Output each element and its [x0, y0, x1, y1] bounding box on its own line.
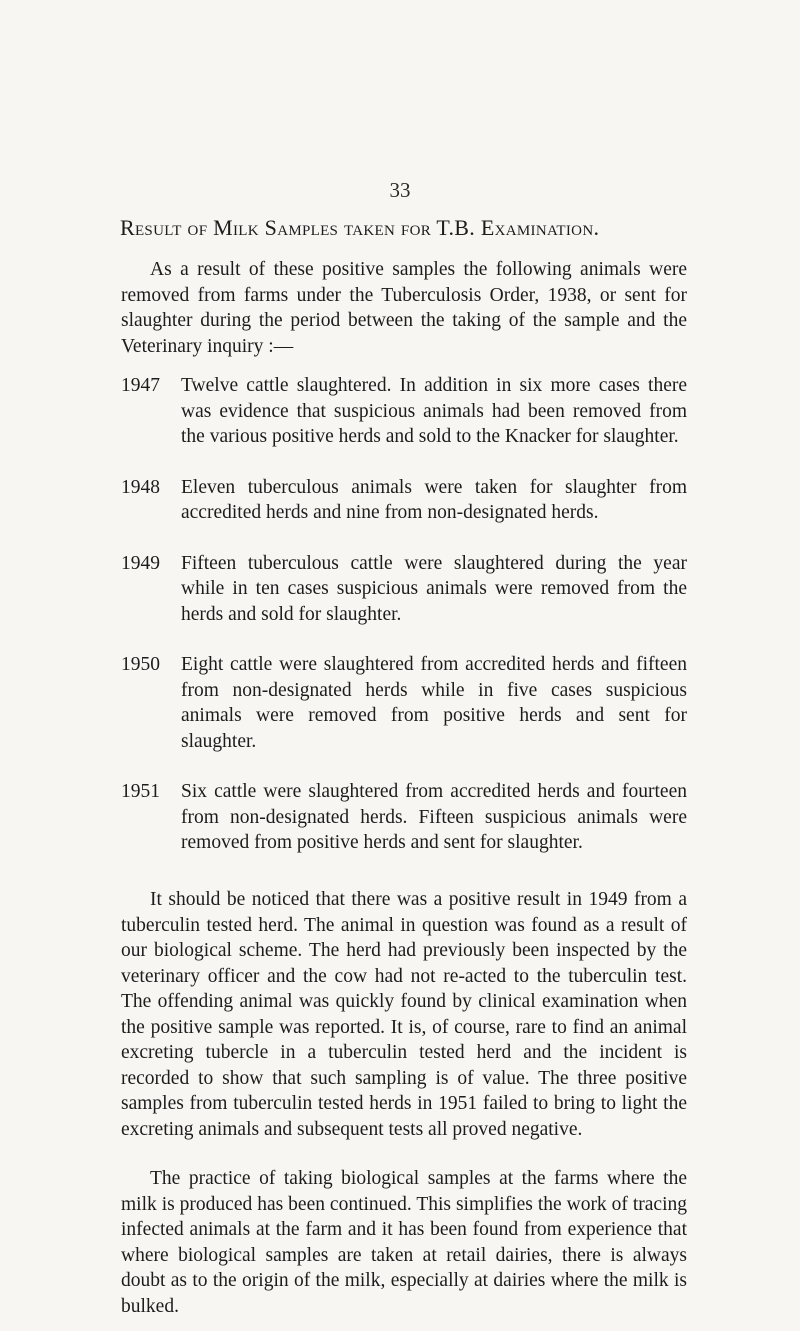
- year-entry: [121, 475, 687, 526]
- page-number: 33: [389, 178, 411, 202]
- year-text: Six cattle were slaughtered from accredited herds and fourteen from non-designated herds. Fifteen suspicious animals were removed from positive herds and sent for slaughter.: [181, 781, 687, 853]
- year-entry: [121, 652, 687, 754]
- tuberculin-paragraph: It should be noticed that there was a positive result in 1949 from a tuberculin tested herd. The animal in question was found as a result of our biological scheme. The herd had previously been inspected by the veterinary officer and the cow had not re-acted to the tuberculin test. The offending animal was quickly found by clinical examination when the positive sample was reported. It is, of course, rare to find an animal excreting tubercle in a tuberculin tested herd and the incident is recorded to show that such sampling is of value. The three positive samples from tuberculin tested herds in 1951 failed to bring to light the excreting animals and subsequent tests all proved negative.: [121, 889, 687, 1140]
- year-label: 1947: [121, 375, 160, 396]
- year-label: 1950: [121, 654, 160, 675]
- year-text: Eight cattle were slaughtered from accredited herds and fifteen from non-designated herds while in five cases suspicious animals were removed from positive herds and sent for slaughter.: [181, 654, 687, 752]
- year-list: [121, 373, 687, 881]
- year-text: Eleven tuberculous animals were taken for slaughter from accredited herds and nine from non-designated herds.: [181, 476, 687, 523]
- year-label: 1949: [121, 552, 160, 574]
- year-entry: [121, 373, 687, 450]
- section-title: Result of Milk Samples taken for T.B. Examination.: [120, 215, 600, 240]
- year-entry: [121, 779, 687, 856]
- year-label: 1948: [121, 476, 160, 498]
- year-entry: [121, 551, 687, 628]
- year-label: 1951: [121, 781, 160, 802]
- year-text: Twelve cattle slaughtered. In addition in six more cases there was evidence that suspicious animals had been removed from the various positive herds and sold to the Knacker for slaughter.: [181, 375, 687, 447]
- year-text: Fifteen tuberculous cattle were slaughtered during the year while in ten cases suspicious animals were removed from the herds and sold for slaughter.: [181, 552, 687, 625]
- intro-paragraph: As a result of these positive samples the following animals were removed from farms under the Tuberculosis Order, 1938, or sent for slaughter during the period between the taking of the sample and the Veterinary inquiry :—: [121, 259, 687, 357]
- biological-samples-paragraph: The practice of taking biological samples at the farms where the milk is produced has been continued. This simplifies the work of tracing infected animals at the farm and it has been found from experience that where biological samples are taken at retail dairies, there is always doubt as to the origin of the milk, especially at dairies where the milk is bulked.: [121, 1168, 687, 1317]
